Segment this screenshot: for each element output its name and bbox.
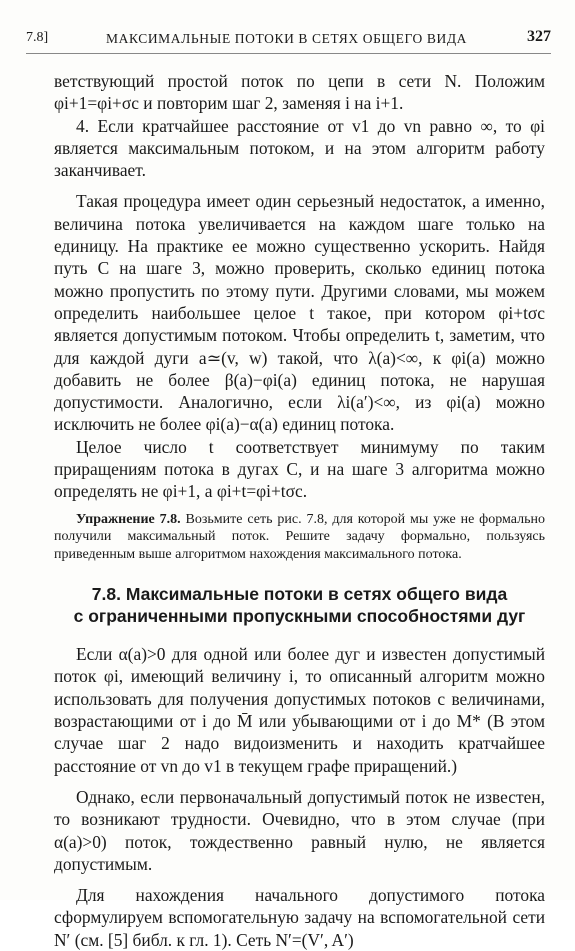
section-heading-line-2: с ограниченными пропускными способностями дуг [73,606,526,627]
section-heading-line-1: 7.8. Максимальные потоки в сетях общего вида [91,584,508,605]
paragraph-continuation: ветствующий простой поток по цепи в сети N. Положим φi+1=φi+σc и повторим шаг 2, заменяя i на i+1. [54,71,545,114]
paragraph-procedure: Такая процедура имеет один серьезный недостаток, а именно, величина потока увеличивается на каждом шаге только на единицу. На практике ее можно существенно ускорить. Найдя путь C на шаге 3, можно проверить, сколько единиц потока можно пропустить по этому пути. Другими словами, мы можем определить наибольшее целое t такое, при котором φi+tσc является допустимым потоком. Чтобы определить t, заметим, что для каждой дуги a≃(v, w) такой, что λ(a)<∞, к φi(a) можно добавить не более β(a)−φi(a) единиц потока, не нарушая допустимости. Аналогично, если λi(a′)<∞, из φi(a) можно исключить не более φi(a)−α(a) единиц потока. [54,191,545,435]
running-header [26,28,551,50]
paragraph-initial-flow: Однако, если первоначальный допустимый поток не известен, то возникают трудности. Очевидно, что в этом случае (при α(a)>0) поток, тождественно равный нулю, не является допустимым. [54,786,545,874]
paragraph-auxiliary-network: Для нахождения начального допустимого потока сформулируем вспомогательную задачу на вспомогательной сети N′ (см. [5] библ. к гл. 1). Сеть N′=(V′, A′) [54,885,545,950]
page-number: 327 [527,28,551,45]
exercise-block [54,511,545,564]
header-rule [26,53,551,54]
exercise-text: Возьмите сеть рис. 7.8, для которой мы уже не формально получили максимальный поток. Решите задачу формально, пользуясь приведенным выше алгоритмом нахождения максимального потока. [54,511,545,562]
section-heading [54,583,545,627]
paragraph-alpha-positive: Если α(a)>0 для одной или более дуг и известен допустимый поток φi, имеющий величину i, то описанный алгоритм можно использовать для получения допустимых потоков с величинами, возрастающими от i до M̄ или убывающими от i до M* (В этом случае шаг 2 надо видоизменить и находить кратчайшее расстояние от vn до v1 в текущем графе приращений.) [54,644,545,776]
paragraph-integer-t: Целое число t соответствует минимуму по таким приращениям потока в дугах C, и на шаге 3 алгоритма можно определять не φi+1, а φi+t=φi+tσc. [54,436,545,502]
header-section-ref: 7.8] [26,30,49,45]
header-title: МАКСИМАЛЬНЫЕ ПОТОКИ В СЕТЯХ ОБЩЕГО ВИДА [106,31,467,46]
page-body [54,70,545,951]
paragraph-step-4: 4. Если кратчайшее расстояние от v1 до vn равно ∞, то φi является максимальным потоком, и на этом алгоритм работу заканчивает. [54,115,545,181]
exercise-label: Упражнение 7.8. [76,511,181,527]
